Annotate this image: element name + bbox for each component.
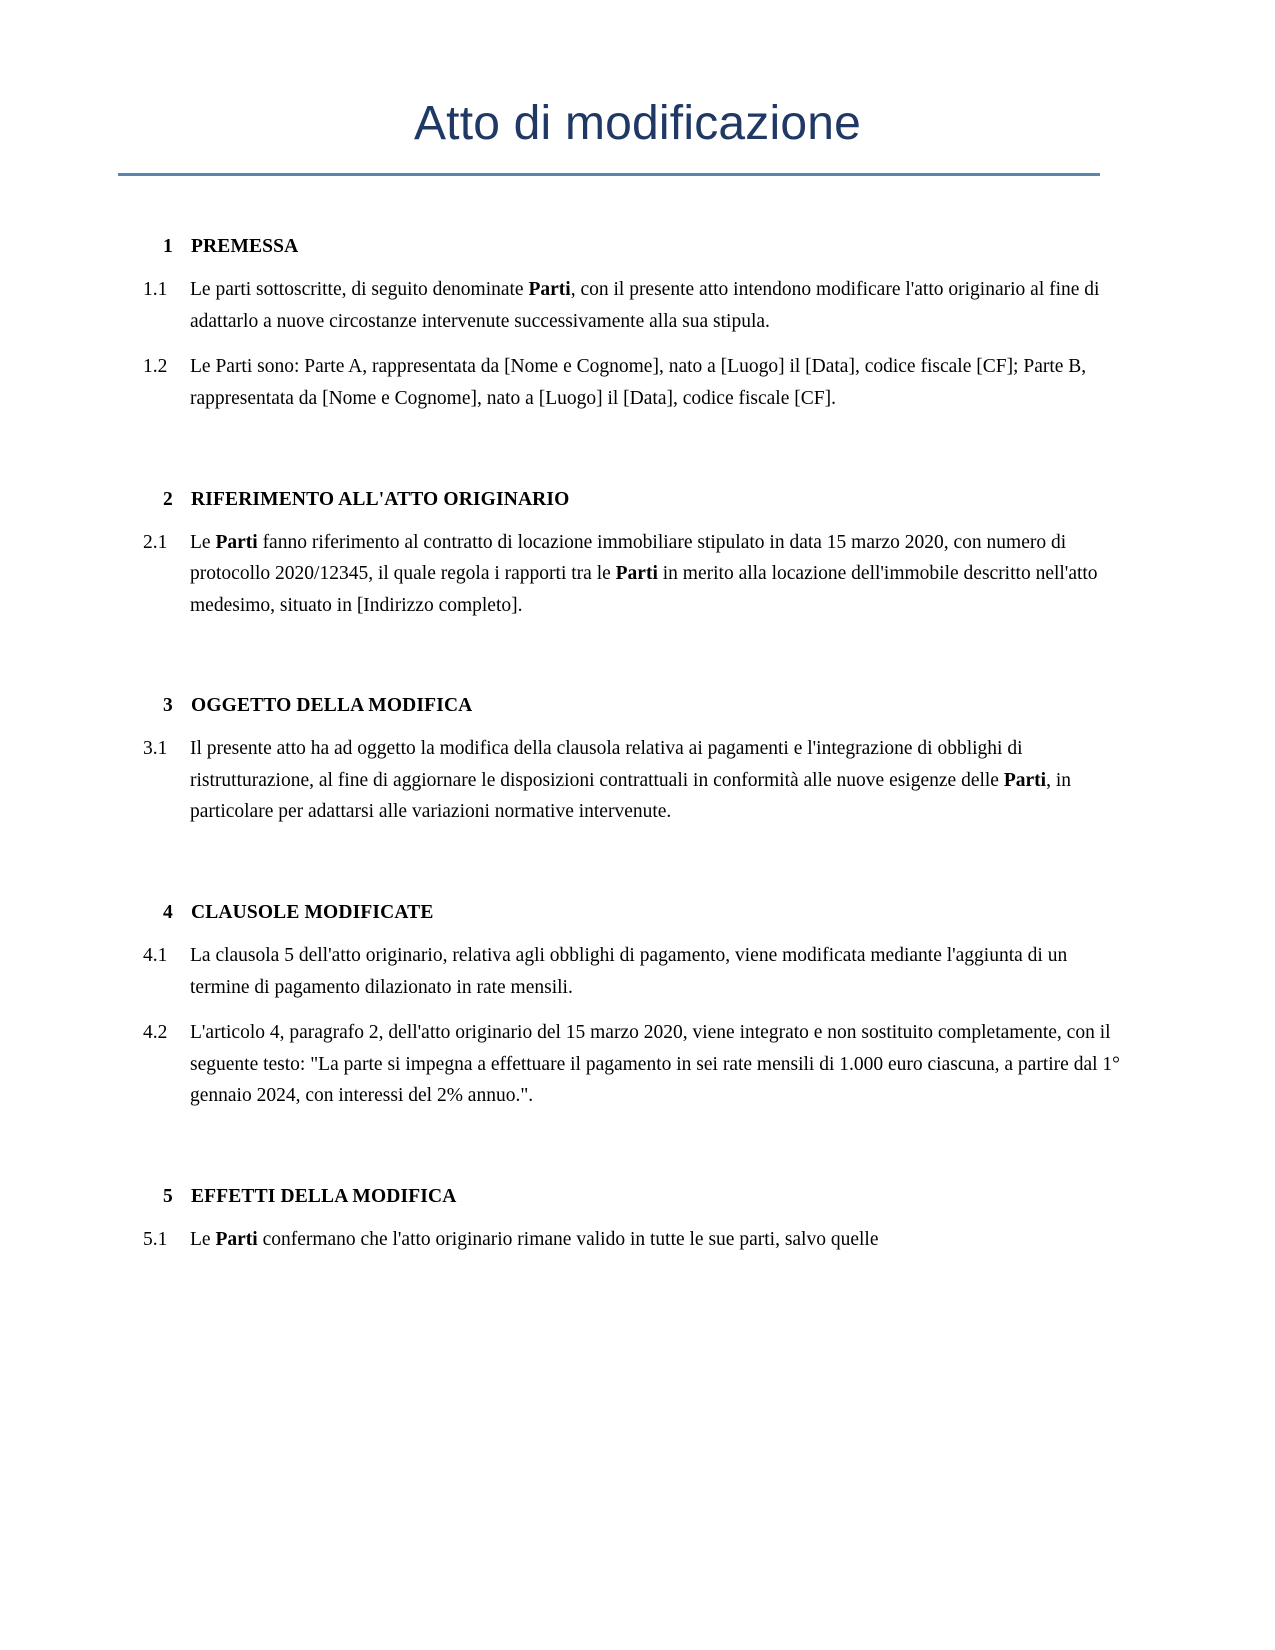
emphasis-term: Parti <box>1003 769 1047 791</box>
section-title: EFFETTI DELLA MODIFICA <box>191 1185 457 1207</box>
section-number: 4 <box>163 901 173 923</box>
clause <box>118 940 1157 1003</box>
title-block <box>0 0 1275 176</box>
text-run: in merito alla locazione dell'immobile descritto nell'atto medesimo, situato in [Indirizzo completo]. <box>190 563 1098 616</box>
clause-number: 4.1 <box>143 944 168 966</box>
clause <box>118 1224 1157 1256</box>
text-run: Le Parti sono: Parte A, rappresentata da [Nome e Cognome], nato a [Luogo] il [Data], codice fiscale [CF]; Parte B, rappresentata da [Nome e Cognome], nato a [Luogo] il [Data], codice fiscale [CF]. <box>190 356 1087 409</box>
text-run: Le <box>190 531 216 553</box>
section-title: RIFERIMENTO ALL'ATTO ORIGINARIO <box>191 488 570 510</box>
clause-text <box>190 733 1157 828</box>
page-title: Atto di modificazione <box>413 97 862 150</box>
section <box>118 236 1157 414</box>
section-number: 5 <box>163 1185 173 1207</box>
section-title: OGGETTO DELLA MODIFICA <box>191 695 473 717</box>
clause-text <box>190 527 1157 622</box>
section-heading <box>118 1186 1157 1208</box>
clause-number: 4.2 <box>143 1022 168 1044</box>
clause-number: 1.2 <box>143 356 168 378</box>
clause <box>118 733 1157 828</box>
text-run: , con il presente atto intendono modificare l'atto originario al fine di adattarlo a nuove circostanze intervenute successivamente alla sua stipula. <box>190 279 1100 332</box>
clause-text <box>190 351 1157 414</box>
text-run: La clausola 5 dell'atto originario, relativa agli obblighi di pagamento, viene modificata mediante l'aggiunta di un termine di pagamento dilazionato in rate mensili. <box>190 944 1068 998</box>
section-number: 1 <box>163 236 173 258</box>
section-spacer <box>118 1126 1157 1152</box>
section-spacer <box>118 842 1157 868</box>
clause-number: 2.1 <box>143 531 168 553</box>
section-heading <box>118 489 1157 511</box>
clause-text <box>190 1017 1157 1112</box>
text-run: , in particolare per adattarsi alle variazioni normative intervenute. <box>190 769 1071 823</box>
section-heading <box>118 236 1157 258</box>
section <box>118 695 1157 828</box>
emphasis-term: Parti <box>528 279 571 301</box>
emphasis-term: Parti <box>215 531 258 553</box>
emphasis-term: Parti <box>615 563 658 585</box>
text-run: Le <box>190 1228 216 1250</box>
section <box>118 1186 1157 1256</box>
title-divider <box>118 173 1100 176</box>
section-number: 3 <box>163 695 173 717</box>
section-heading <box>118 695 1157 717</box>
section <box>118 902 1157 1112</box>
clause <box>118 274 1157 337</box>
text-run: fanno riferimento al contratto di locazione immobiliare stipulato in data 15 marzo 2020, con numero di protocollo 2020/12345, il quale regola i rapporti tra le <box>190 531 1067 585</box>
clause <box>118 1017 1157 1112</box>
clause-text <box>190 274 1157 337</box>
section-heading <box>118 902 1157 924</box>
clause <box>118 527 1157 622</box>
clause-text <box>190 1224 1157 1256</box>
text-run: Il presente atto ha ad oggetto la modifica della clausola relativa ai pagamenti e l'integrazione di obblighi di ristrutturazione, al fine di aggiornare le disposizioni contrattuali in conformità alle nuove esigenze delle <box>190 738 1023 791</box>
section <box>118 489 1157 622</box>
clause-number: 1.1 <box>143 279 168 301</box>
section-number: 2 <box>163 488 173 510</box>
clause-text <box>190 940 1157 1003</box>
section-spacer <box>118 429 1157 455</box>
text-run: confermano che l'atto originario rimane valido in tutte le sue parti, salvo quelle <box>257 1228 879 1250</box>
document-body <box>0 236 1275 1255</box>
clause-number: 5.1 <box>143 1228 168 1250</box>
section-title: PREMESSA <box>191 236 299 258</box>
text-run: Le parti sottoscritte, di seguito denominate <box>190 279 529 301</box>
clause <box>118 351 1157 414</box>
text-run: L'articolo 4, paragrafo 2, dell'atto originario del 15 marzo 2020, viene integrato e non sostituito completamente, con il seguente testo: "La parte si impegna a effettuare il pagamento in sei rate mensili di 1.000 euro ciascuna, a partire dal 1° gennaio 2024, con interessi del 2% annuo.". <box>190 1022 1120 1107</box>
section-spacer <box>118 635 1157 661</box>
section-title: CLAUSOLE MODIFICATE <box>191 901 434 923</box>
emphasis-term: Parti <box>215 1228 258 1250</box>
clause-number: 3.1 <box>143 738 168 760</box>
